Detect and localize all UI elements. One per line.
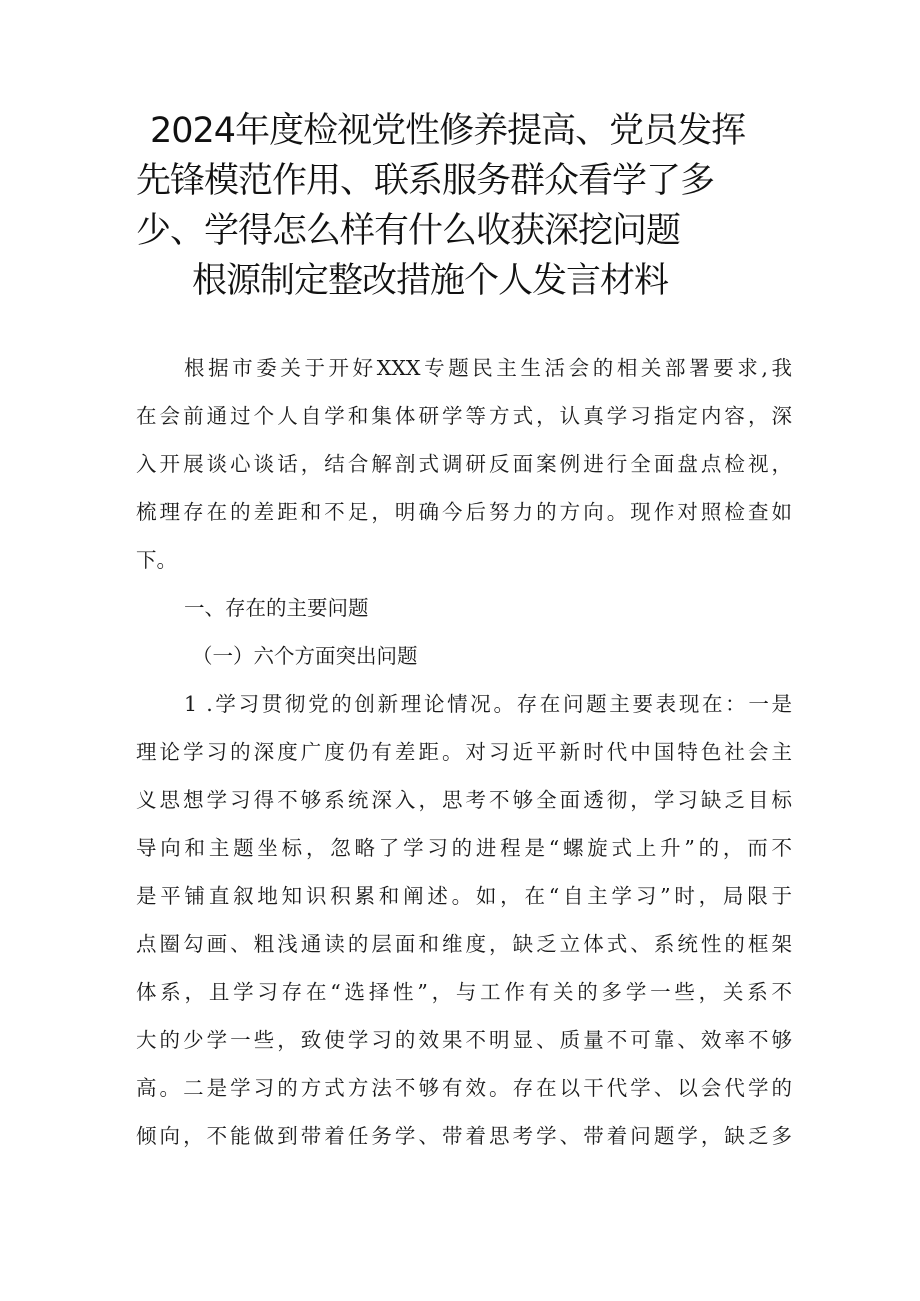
section1-line-1: 1 .学习贯彻党的创新理论情况。存在问题主要表现在：一是 (184, 692, 792, 716)
section1-line-10: 倾向，不能做到带着任务学、带着思考学、带着问题学，缺乏多 (136, 1124, 792, 1148)
intro-line-3: 入开展谈心谈话，结合解剖式调研反面案例进行全面盘点检视， (136, 452, 792, 476)
section1-line-3: 义思想学习得不够系统深入，思考不够全面透彻，学习缺乏目标 (136, 788, 792, 812)
section1-line-5: 是平铺直叙地知识积累和阐述。如，在“自主学习”时，局限于 (136, 884, 792, 908)
title-line-4: 根源制定整改措施个人发言材料 (192, 261, 669, 301)
intro-line-2: 在会前通过个人自学和集体研学等方式，认真学习指定内容，深 (136, 404, 792, 428)
section1-line-6: 点圈勾画、粗浅通读的层面和维度，缺乏立体式、系统性的框架 (136, 932, 792, 956)
intro-line-1: 根据市委关于开好XXX专题民主生活会的相关部署要求,我 (184, 356, 792, 380)
intro-line-4: 梳理存在的差距和不足，明确今后努力的方向。现作对照检查如 (136, 500, 792, 524)
title-line-3: 少、学得怎么样有什么收获深挖问题 (136, 211, 681, 251)
title-line-1: 2024年度检视党性修养提高、党员发挥 (150, 111, 746, 151)
section1-line-2: 理论学习的深度广度仍有差距。对习近平新时代中国特色社会主 (136, 740, 792, 764)
section1-line-7: 体系，且学习存在“选择性”，与工作有关的多学一些，关系不 (136, 980, 792, 1004)
intro-line-5: 下。 (136, 548, 177, 572)
title-line-2: 先锋模范作用、联系服务群众看学了多 (136, 161, 715, 201)
heading-six-aspects: （一）六个方面突出问题 (192, 644, 418, 668)
section1-line-8: 大的少学一些，致使学习的效果不明显、质量不可靠、效率不够 (136, 1028, 792, 1052)
section1-line-4: 导向和主题坐标，忽略了学习的进程是“螺旋式上升”的，而不 (136, 836, 792, 860)
section1-line-9: 高。二是学习的方式方法不够有效。存在以干代学、以会代学的 (136, 1076, 792, 1100)
heading-main-problems: 一、存在的主要问题 (184, 596, 369, 620)
